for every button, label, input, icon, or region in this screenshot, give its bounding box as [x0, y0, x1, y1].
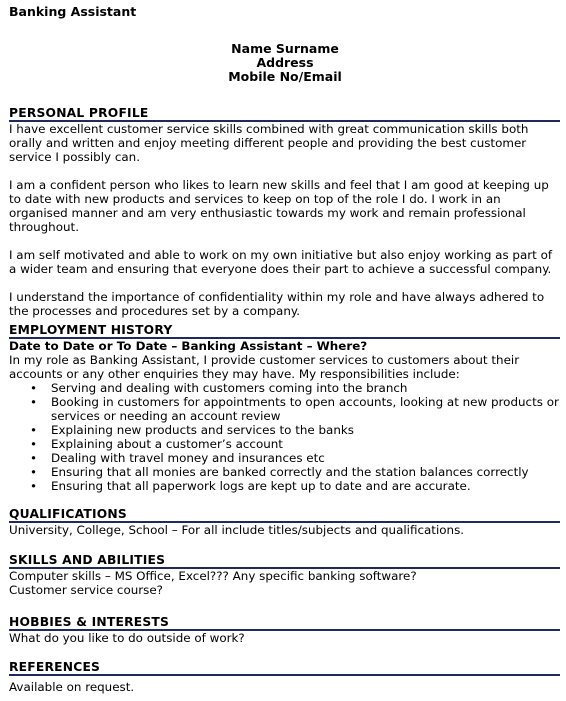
- contact-name: Name Surname: [231, 41, 339, 56]
- personal-profile-heading: PERSONAL PROFILE: [9, 106, 560, 122]
- responsibilities-list: [9, 381, 560, 493]
- profile-paragraph: I am self motivated and able to work on my own initiative but also enjoy working as part of a wider team and ensuring that everyone does their part to achieve a successful company.: [9, 248, 553, 276]
- list-item: • Ensuring that all paperwork logs are kept up to date and are accurate.: [51, 479, 560, 493]
- hobbies-text: What do you like to do outside of work?: [9, 631, 245, 645]
- skills-heading: SKILLS AND ABILITIES: [9, 553, 560, 569]
- profile-paragraph: I understand the importance of confidentiality within my role and have always adhered to the processes and procedures set by a company.: [9, 290, 545, 318]
- employment-history-section: [9, 323, 560, 493]
- skills-line: Computer skills – MS Office, Excel??? Any specific banking software?: [9, 569, 417, 583]
- job-intro: In my role as Banking Assistant, I provide customer services to customers about their accounts or any other enquiries they may have. My responsibilities include:: [9, 353, 520, 381]
- personal-profile-section: [9, 106, 560, 318]
- personal-profile-body: [9, 122, 560, 318]
- job-title: Date to Date or To Date – Banking Assistant – Where?: [9, 339, 368, 353]
- employment-history-heading: EMPLOYMENT HISTORY: [9, 323, 560, 339]
- qualifications-section: [9, 507, 560, 537]
- list-item: • Booking in customers for appointments to open accounts, looking at new products or services or needing an account review: [51, 395, 560, 423]
- references-text: Available on request.: [9, 680, 135, 694]
- qualifications-heading: QUALIFICATIONS: [9, 507, 560, 523]
- list-item: • Ensuring that all monies are banked correctly and the station balances correctly: [51, 465, 560, 479]
- contact-mobile-email: Mobile No/Email: [228, 69, 342, 84]
- profile-paragraph: I am a confident person who likes to learn new skills and feel that I am good at keeping up to date with new products and services to keep on top of the role I do. I work in an organised manner and am very enthusiastic towards my work and remain professional throughout.: [9, 178, 549, 234]
- references-heading: REFERENCES: [9, 660, 560, 676]
- skills-section: [9, 553, 560, 597]
- references-section: [9, 660, 560, 694]
- profile-paragraph: I have excellent customer service skills combined with great communication skills both orally and written and enjoy meeting different people and providing the best customer service I possibly can.: [9, 122, 529, 164]
- hobbies-heading: HOBBIES & INTERESTS: [9, 615, 560, 631]
- list-item: • Serving and dealing with customers coming into the branch: [51, 381, 560, 395]
- list-item: • Explaining new products and services to the banks: [51, 423, 560, 437]
- list-item: • Explaining about a customer’s account: [51, 437, 560, 451]
- document-title: Banking Assistant: [9, 4, 137, 19]
- contact-header: [0, 42, 566, 84]
- qualifications-text: University, College, School – For all include titles/subjects and qualifications.: [9, 523, 465, 537]
- hobbies-section: [9, 615, 560, 645]
- contact-address: Address: [256, 55, 314, 70]
- list-item: • Dealing with travel money and insurances etc: [51, 451, 560, 465]
- skills-line: Customer service course?: [9, 583, 163, 597]
